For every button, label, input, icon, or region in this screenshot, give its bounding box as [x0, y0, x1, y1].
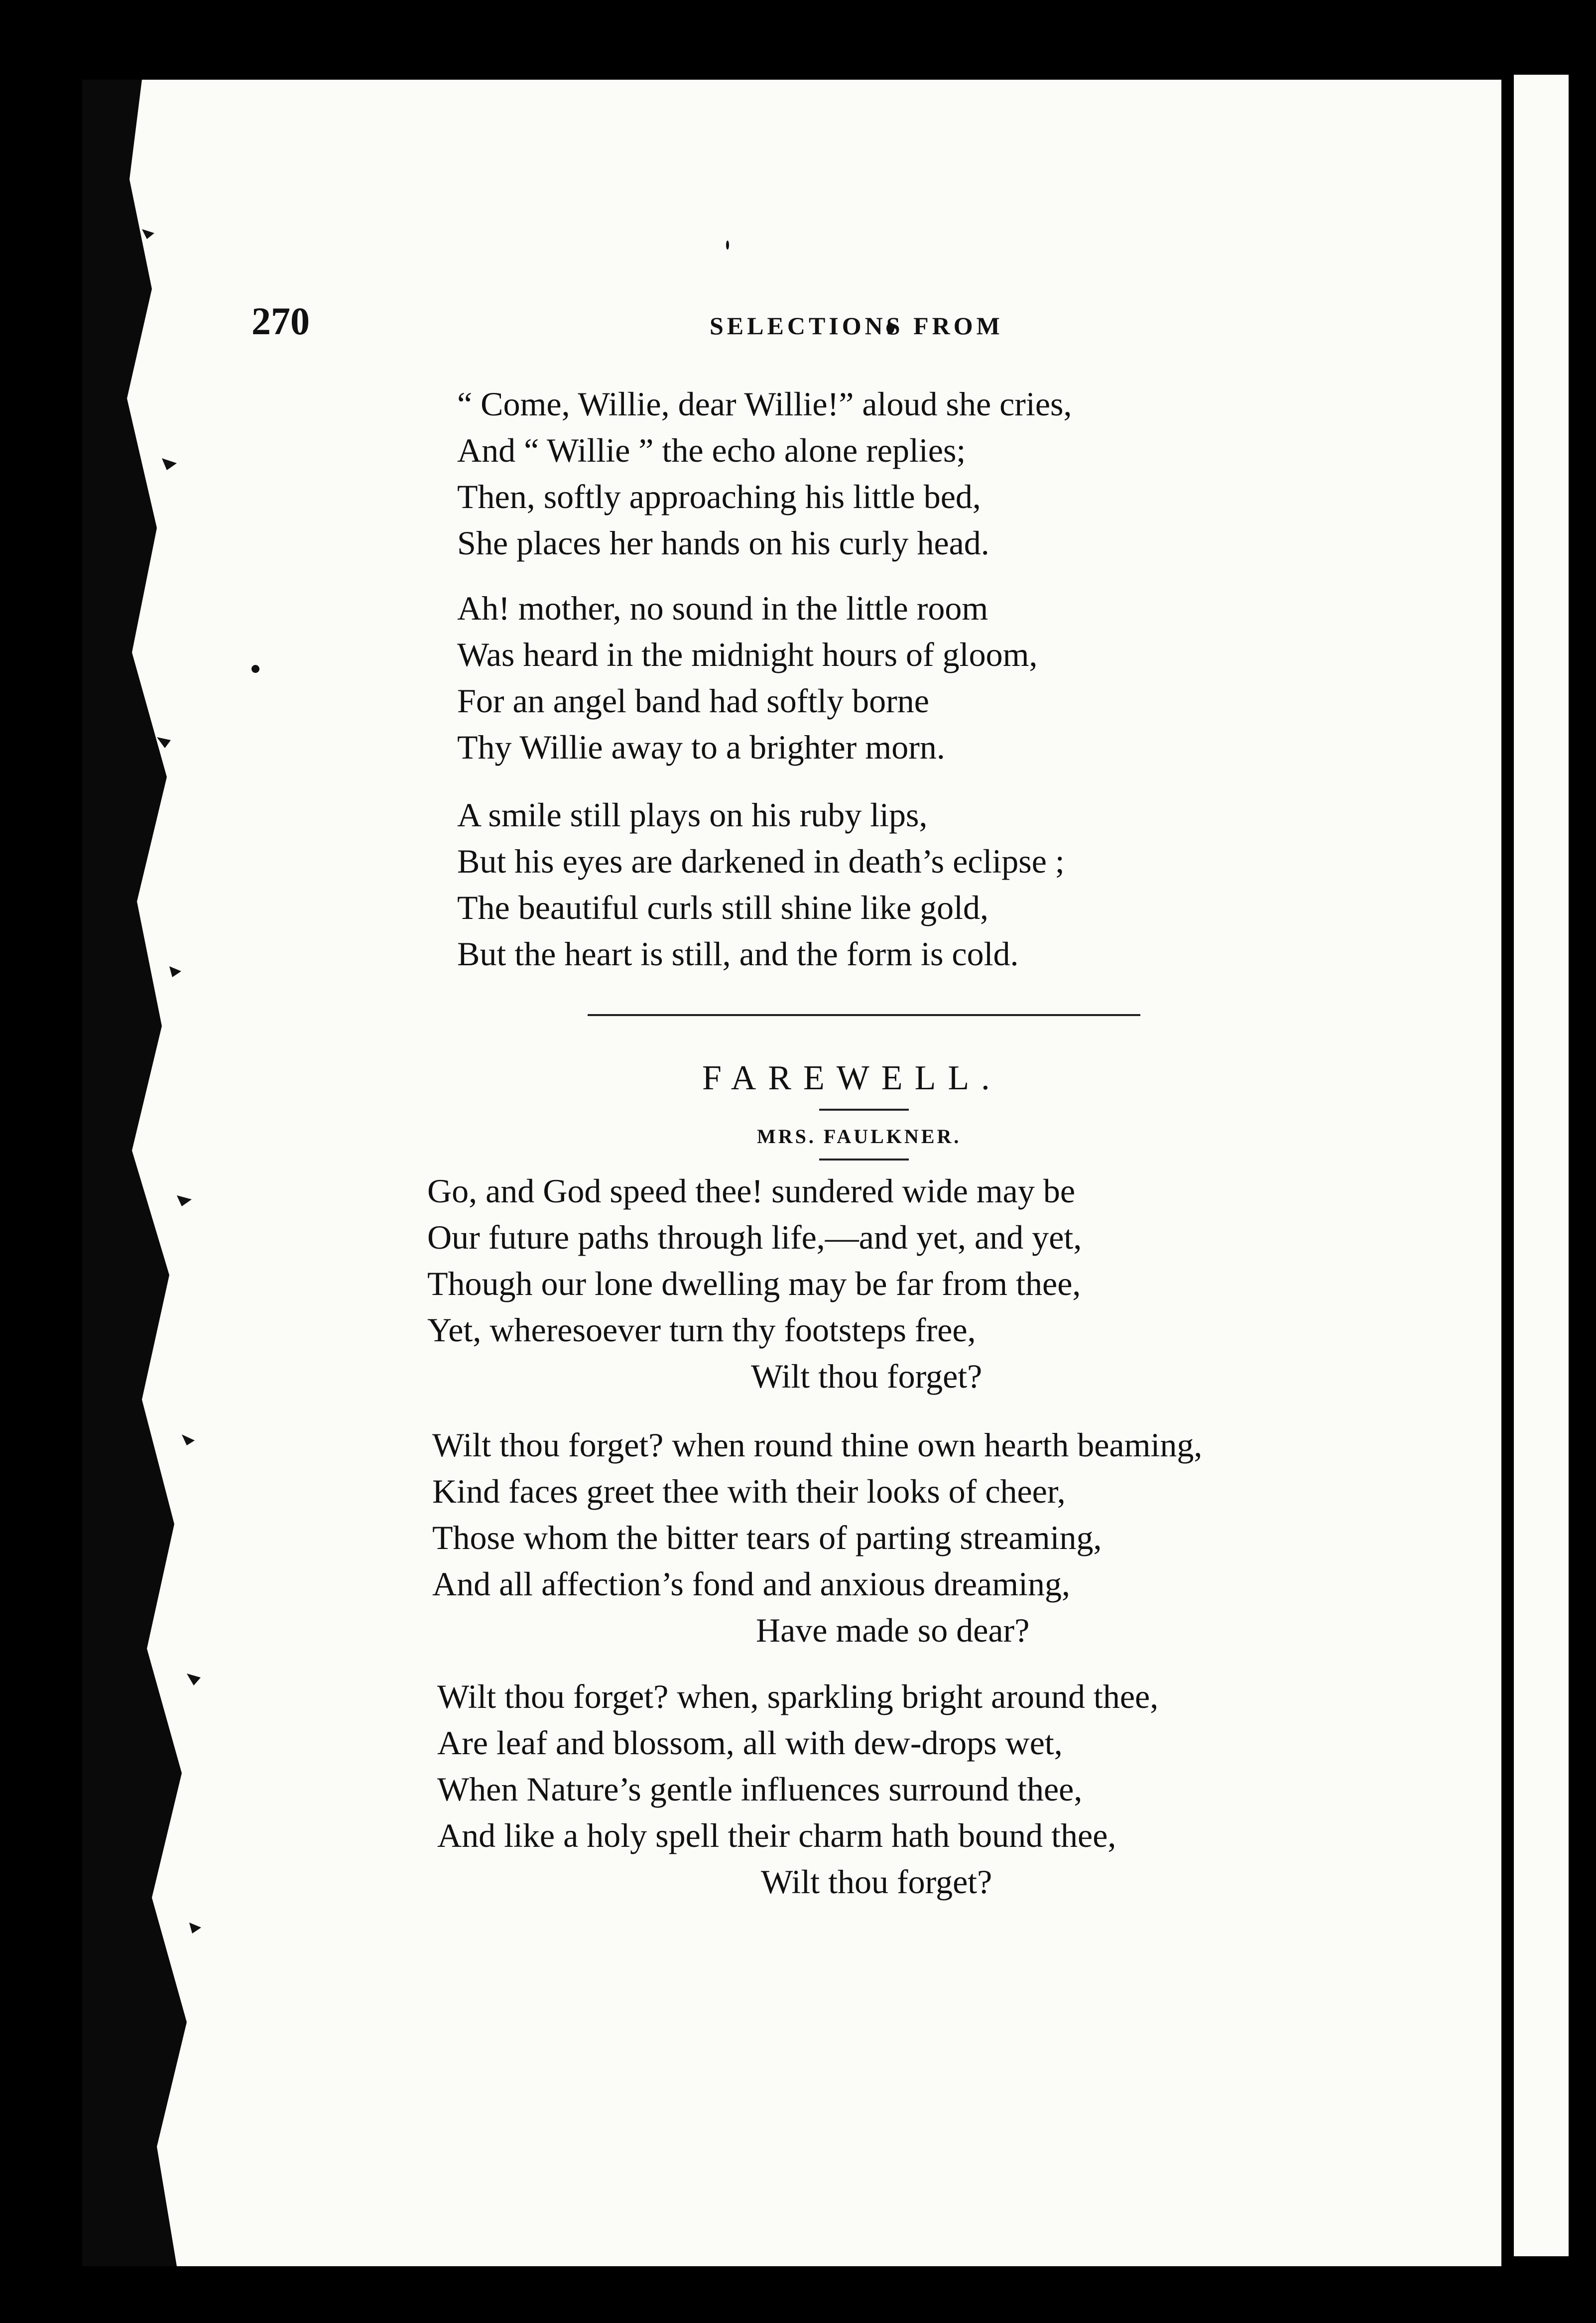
poem-stanza — [427, 1168, 1082, 1400]
refrain-line: Have made so dear? — [756, 1611, 1030, 1649]
verse-line: But his eyes are darkened in death’s eclipse ; — [457, 842, 1065, 880]
verse-line: Our future paths through life,—and yet, and yet, — [427, 1218, 1082, 1256]
poem-author: MRS. FAULKNER. — [757, 1125, 962, 1148]
verse-line: Ah! mother, no sound in the little room — [457, 589, 988, 627]
verse-line: Thy Willie away to a brighter morn. — [457, 728, 945, 766]
continued-stanza — [457, 585, 1037, 771]
verse-line: Was heard in the midnight hours of gloom, — [457, 636, 1038, 673]
verse-line: Are leaf and blossom, all with dew-drops wet, — [437, 1724, 1063, 1762]
verse-line: She places her hands on his curly head. — [457, 524, 989, 562]
section-divider — [588, 1014, 1140, 1016]
scan-shadow-edge — [82, 80, 217, 2266]
book-page — [82, 80, 1501, 2266]
refrain-line: Wilt thou forget? — [751, 1357, 982, 1395]
verse-line: Yet, wheresoever turn thy footsteps free, — [427, 1311, 976, 1349]
verse-line: And like a holy spell their charm hath bound thee, — [437, 1816, 1116, 1854]
verse-line: “ Come, Willie, dear Willie!” aloud she cries, — [457, 385, 1072, 423]
author-rule — [819, 1159, 909, 1161]
verse-line: Then, softly approaching his little bed, — [457, 478, 981, 516]
adjacent-page-edge — [1514, 75, 1569, 2256]
verse-line: And all affection’s fond and anxious dreaming, — [432, 1565, 1070, 1603]
verse-line: Those whom the bitter tears of parting streaming, — [432, 1519, 1102, 1556]
verse-line: When Nature’s gentle influences surround thee, — [437, 1770, 1083, 1808]
verse-line: Kind faces greet thee with their looks of cheer, — [432, 1472, 1066, 1510]
continued-stanza — [457, 381, 1072, 566]
page-number: 270 — [251, 299, 310, 343]
verse-line: For an angel band had softly borne — [457, 682, 929, 720]
verse-line: But the heart is still, and the form is cold. — [457, 935, 1019, 973]
verse-line: And “ Willie ” the echo alone replies; — [457, 431, 966, 469]
verse-line: The beautiful curls still shine like gold, — [457, 889, 989, 926]
refrain-line: Wilt thou forget? — [761, 1863, 992, 1901]
title-rule — [819, 1109, 909, 1111]
verse-line: Wilt thou forget? when, sparkling bright around thee, — [437, 1678, 1159, 1715]
verse-line: Wilt thou forget? when round thine own hearth beaming, — [432, 1426, 1203, 1464]
ink-speck — [251, 665, 259, 673]
ink-speck — [726, 241, 729, 250]
continued-stanza — [457, 792, 1065, 977]
poem-title: FAREWELL. — [702, 1059, 1002, 1097]
verse-line: Though our lone dwelling may be far from thee, — [427, 1265, 1081, 1302]
poem-stanza — [437, 1674, 1158, 1905]
verse-line: Go, and God speed thee! sundered wide may be — [427, 1172, 1076, 1210]
verse-line: A smile still plays on his ruby lips, — [457, 796, 928, 834]
running-head: SELECTIONS FROM — [710, 312, 1003, 340]
poem-stanza — [432, 1422, 1202, 1654]
